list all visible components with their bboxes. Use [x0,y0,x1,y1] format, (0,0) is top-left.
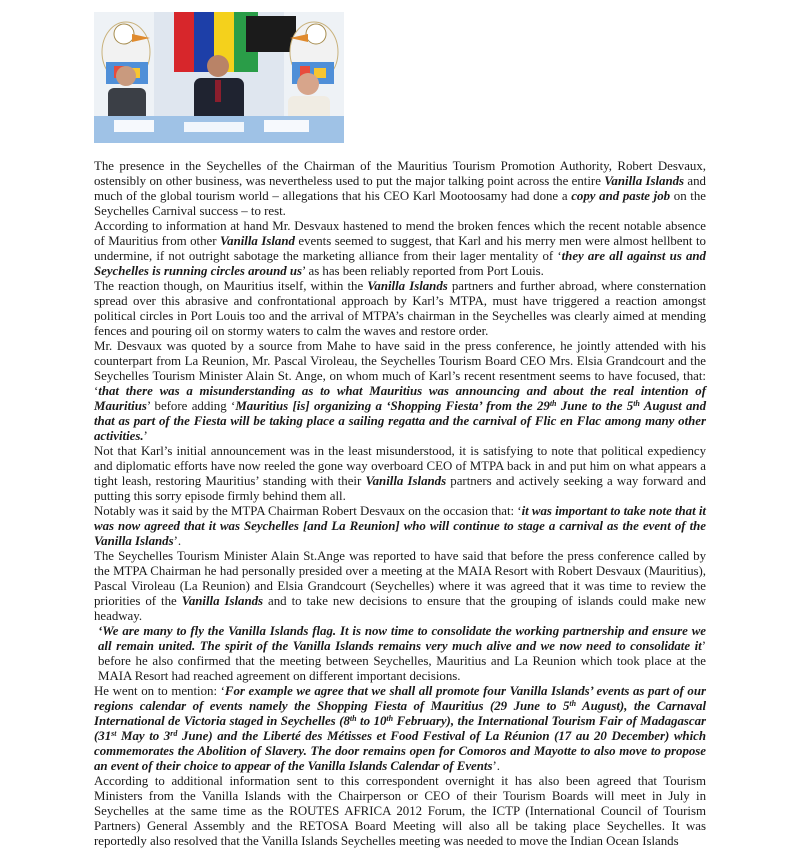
paragraph-9: He went on to mention: ‘For example we agree that we shall all promote four Vanilla Islands’ events as part of our regions calendar of events namely the Shopping Fiesta of Mauritius (29 June to 5th August), the Carnaval International de Victoria staged in Seychelles (8th to 10th February), the International Tourism Fair of Madagascar (31st May to 3rd June) and the Liberté des Métisses et Food Festival of La Réunion (17 au 20 December) which commemorates the Abolition of Slavery. The door remains open for Comoros and Mayotte to also move to propose an event of their choice to appear of the Vanilla Islands Calendar of Events’. [94,684,707,773]
paragraph-3: The reaction though, on Mauritius itself, within the Vanilla Islands partners and further abroad, where consternation spread over this abrasive and confrontational approach by Karl’s MTPA, must have triggered a reaction amongst political circles in Port Louis too and the arrival of MTPA’s chairman in the Seychelles was clearly aimed at mending fences and pouring oil on stormy waters to calm the waves and restore order. [94,279,706,338]
press-conference-photo [94,12,344,143]
paragraph-10: According to additional information sent to this correspondent overnight it has also been agreed that Tourism Ministers from the Vanilla Islands with the Chairperson or CEO of their Tourism Boards will meet in July in Seychelles at the same time as the ROUTES AFRICA 2012 Forum, the ICTP (International Council of Tourism Partners) General Assembly and the RETOSA Board Meeting will also all be taking place Seychelles. It was reportedly also resolved that the Vanilla Islands Seychelles meeting was needed to move the Indian Ocean Islands [94,774,706,848]
photo-illustration [94,12,344,143]
paragraph-6: Notably was it said by the MTPA Chairman Robert Desvaux on the occasion that: ‘it was important to take note that it was now agreed that it was Seychelles [and La Reunion] who will continue to stage a carnival as the event of the Vanilla Islands’. [94,504,706,548]
paragraph-4: Mr. Desvaux was quoted by a source from Mahe to have said in the press conference, he jointly attended with his counterpart from La Reunion, Mr. Pascal Viroleau, the Seychelles Tourism Board CEO Mrs. Elsia Grandcourt and the Seychelles Tourism Minister Alain St. Ange, on whom much of Karl’s recent resentment seems to have focused, that: ‘that there was a misunderstanding as to what Mauritius was announcing and about the real intention of Mauritius’ before adding ‘Mauritius [is] organizing a ‘Shopping Fiesta’ from the 29th June to the 5th August and that as part of the Fiesta will be taking place a sailing regatta and the carnival of Flic en Flac among many other activities.’ [94,339,706,443]
paragraph-1: The presence in the Seychelles of the Chairman of the Mauritius Tourism Promotion Authority, Robert Desvaux, ostensibly on other business, was nevertheless used to put the major talking point across the entire Vanilla Islands and much of the global tourism world – allegations that his CEO Karl Mootoosamy had done a copy and paste job on the Seychelles Carnival success – to rest. [94,159,706,218]
paragraph-5: Not that Karl’s initial announcement was in the least misunderstood, it is satisfying to note that political expediency and diplomatic efforts have now reeled the gone way overboard CEO of MTPA back in and put him on what appears a tight leash, restoring Mauritius’ standing with their Vanilla Islands partners and actively seeking a way forward and putting this sorry episode firmly behind them all. [94,444,706,503]
paragraph-2: According to information at hand Mr. Desvaux hastened to mend the broken fences which the recent notable absence of Mauritius from other Vanilla Island events seemed to suggest, that Karl and his merry men were almost hellbent to undermine, if not outright sabotage the marketing alliance from their lager mentality of ‘they are all against us and Seychelles is running circles around us’ as has been reliably reported from Port Louis. [94,219,706,278]
article-body [94,159,706,849]
paragraph-7: The Seychelles Tourism Minister Alain St.Ange was reported to have said that before the press conference called by the MTPA Chairman he had personally presided over a meeting at the MAIA Resort with Robert Desvaux (Mauritius), Pascal Viroleau (La Reunion) and Elsia Grandcourt (Seychelles) where it was agreed that it was time to review the priorities of the Vanilla Islands and to take new decisions to ensure that the grouping of islands could make new headway. [94,549,706,623]
paragraph-8: ‘We are many to fly the Vanilla Islands flag. It is now time to consolidate the working partnership and ensure we all remain united. The spirit of the Vanilla Islands remains very much alive and we now need to consolidate it’ before he also confirmed that the meeting between Seychelles, Mauritius and La Reunion which took place at the MAIA Resort had reached agreement on different important decisions. [98,624,706,683]
